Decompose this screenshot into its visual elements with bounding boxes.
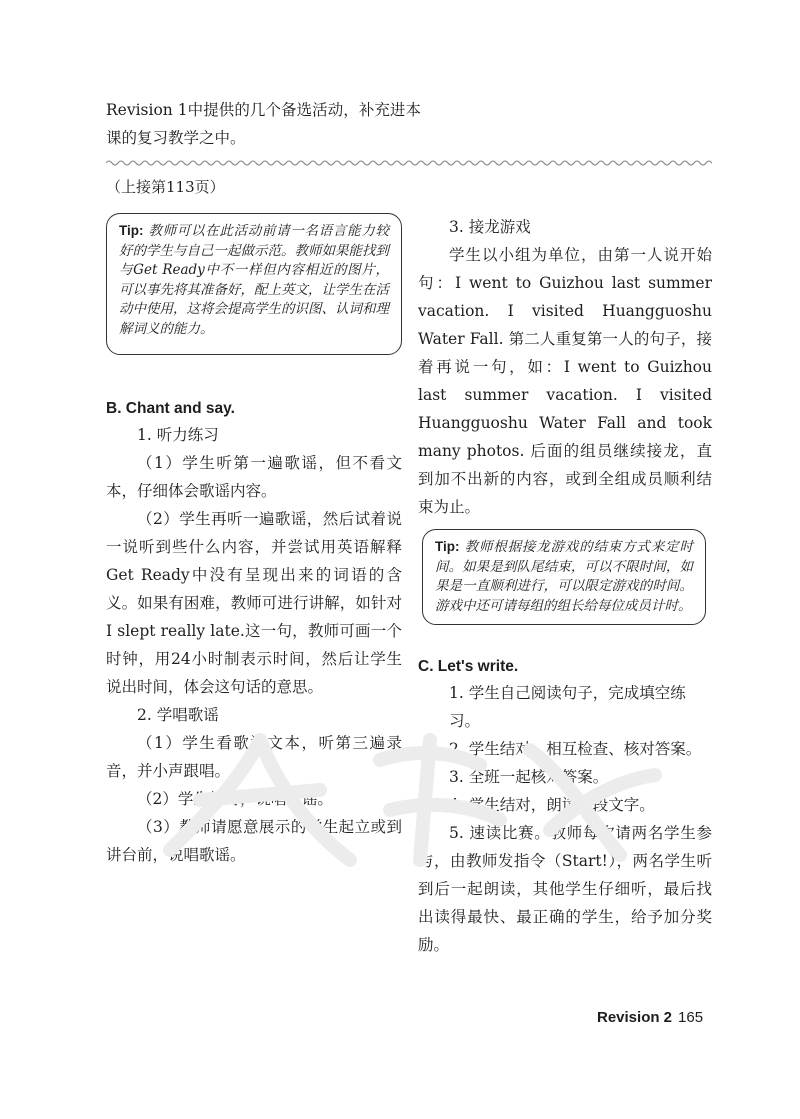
page-footer [597,1008,703,1026]
tip-label: Tip: [435,539,460,554]
page-number: 165 [678,1009,704,1026]
section-b-sub-1: 1. 听力练习 [137,426,219,444]
section-a-sub-3: 3. 接龙游戏 [449,218,531,236]
section-c-item: 3. 全班一起核对答案。 [449,768,609,786]
section-b-paragraph: （1）学生看歌谣文本，听第三遍录音，并小声跟唱。 [106,734,402,780]
left-column [106,213,402,869]
section-c-item: 5. 速读比赛。教师每次请两名学生参与，由教师发指令（Start!），两名学生听到后一起朗读，其他学生仔细听，最后找出读得最快、最正确的学生，给予加分奖励。 [418,824,712,954]
wavy-divider [106,157,712,169]
relay-game-paragraph: 学生以小组为单位，由第一人说开始句：I went to Guizhou last summer vacation. I visited Huangguoshu Water Fall. 第二人重复第一人的句子，接着再说一句，如：I went to Guizhou last summer vacation. I visited Huangguoshu Water Fall and took many photos. 后面的组员继续接龙，直到加不出新的内容，或到全组成员顺利结束为止。 [418,246,712,516]
intro-paragraph: Revision 1中提供的几个备选活动，补充进本课的复习教学之中。 [106,101,421,147]
section-b-paragraph: （1）学生听第一遍歌谣，但不看文本，仔细体会歌谣内容。 [106,454,402,500]
tip-text: 教师根据接龙游戏的结束方式来定时间。如果是到队尾结束，可以不限时间，如果是一直顺利进行，可以限定游戏的时间。游戏中还可请每组的组长给每位成员计时。 [435,539,693,614]
tip-box-1 [106,213,402,355]
section-b-heading: B. Chant and say. [106,400,235,417]
section-b-paragraph: （2）学生结对，说唱歌谣。 [137,790,333,808]
tip-box-2 [422,529,706,625]
footer-section-label: Revision 2 [597,1009,673,1026]
section-b-paragraph: （3）教师请愿意展示的学生起立或到讲台前，说唱歌谣。 [106,818,402,864]
section-c-item: 2. 学生结对、相互检查、核对答案。 [449,740,702,758]
section-c-item: 1. 学生自己阅读句子，完成填空练习。 [449,684,686,730]
tip-label: Tip: [119,223,144,238]
section-c-item: 4. 学生结对，朗读这段文字。 [449,796,655,814]
continuation-note: （上接第113页） [106,178,225,196]
section-c-heading: C. Let's write. [418,658,519,675]
right-column [418,213,712,959]
section-b-sub-2: 2. 学唱歌谣 [137,706,219,724]
tip-text: 教师可以在此活动前请一名语言能力较好的学生与自己一起做示范。教师如果能找到与Get Ready中不一样但内容相近的图片，可以事先将其准备好，配上英文，让学生在活动中使用，这将会提高学生的识图、认词和理解词义的能力。 [119,223,389,337]
section-b-paragraph: （2）学生再听一遍歌谣，然后试着说一说听到些什么内容，并尝试用英语解释Get Ready中没有呈现出来的词语的含义。如果有困难，教师可进行讲解，如针对I slept really late.这一句，教师可画一个时钟，用24小时制表示时间，然后让学生说出时间，体会这句话的意思。 [106,510,402,696]
